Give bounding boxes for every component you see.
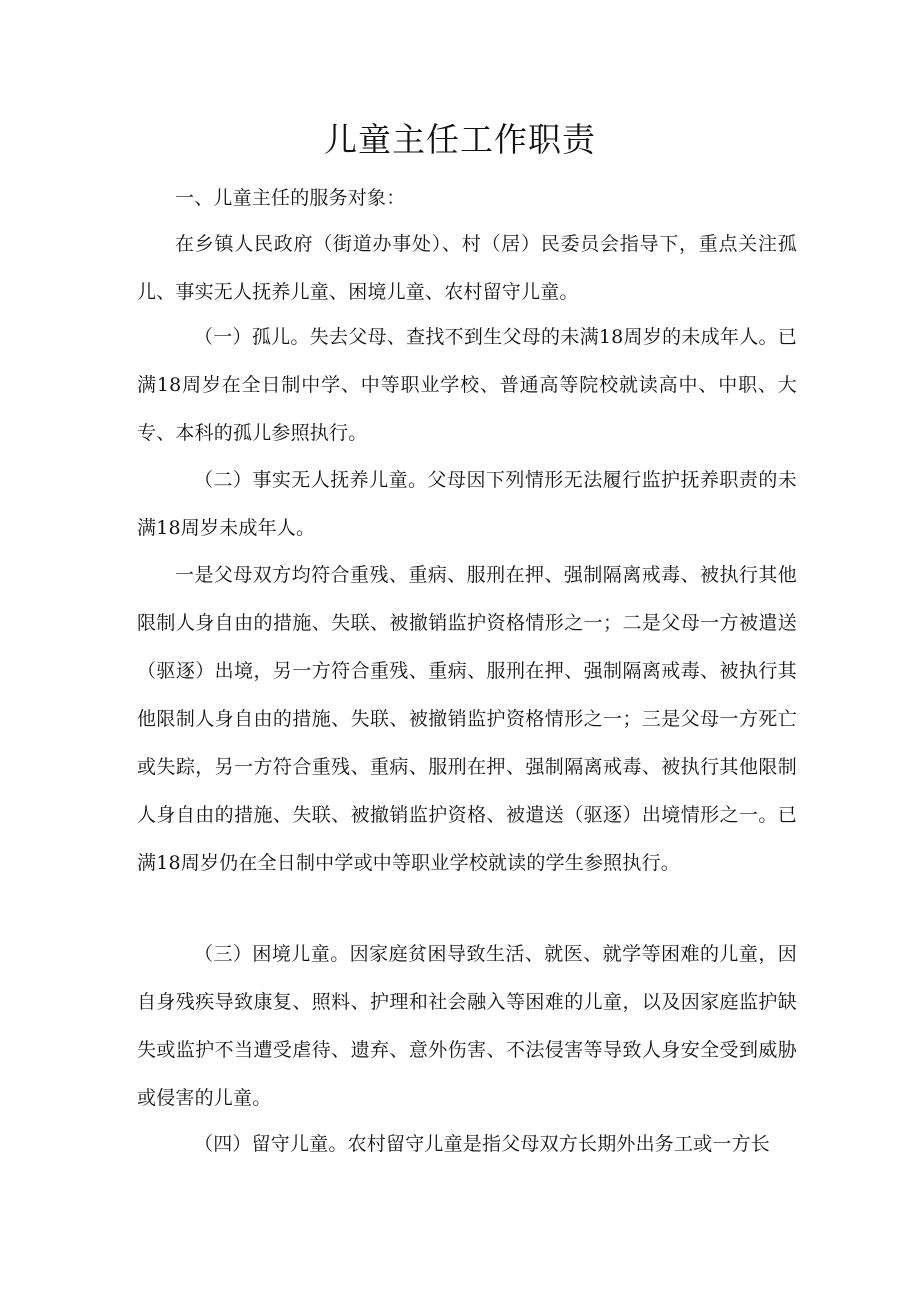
paragraph-orphans: （一）孤儿。失去父母、查找不到生父母的未满18周岁的未成年人。已满18周岁在全日制中学、中等职业学校、普通高等院校就读高中、中职、大专、本科的孤儿参照执行。	[137, 326, 797, 444]
paragraph-children-in-difficulty: （三）困境儿童。因家庭贫困导致生活、就医、就学等困难的儿童，因自身残疾导致康复、照料、护理和社会融入等困难的儿童，以及因家庭监护缺失或监护不当遭受虐待、遗弃、意外伤害、不法侵害等导致人身安全受到威胁或侵害的儿童。	[137, 943, 797, 1109]
paragraph-intro: 在乡镇人民政府（街道办事处）、村（居）民委员会指导下，重点关注孤儿、事实无人抚养儿童、困境儿童、农村留守儿童。	[137, 233, 797, 303]
paragraph-unsupported-conditions: 一是父母双方均符合重残、重病、服刑在押、强制隔离戒毒、被执行其他限制人身自由的措施、失联、被撤销监护资格情形之一；二是父母一方被遣送（驱逐）出境，另一方符合重残、重病、服刑在押、强制隔离戒毒、被执行其他限制人身自由的措施、失联、被撤销监护资格情形之一；三是父母一方死亡或失踪，另一方符合重残、重病、服刑在押、强制隔离戒毒、被执行其他限制人身自由的措施、失联、被撤销监护资格、被遣送（驱逐）出境情形之一。已满18周岁仍在全日制中学或中等职业学校就读的学生参照执行。	[137, 564, 797, 874]
paragraph-unsupported-children: （二）事实无人抚养儿童。父母因下列情形无法履行监护抚养职责的未满18周岁未成年人。	[137, 469, 797, 539]
paragraph-left-behind-children: （四）留守儿童。农村留守儿童是指父母双方长期外出务工或一方长	[194, 1133, 771, 1155]
paragraph-section-heading: 一、儿童主任的服务对象：	[175, 187, 406, 209]
document-title: 儿童主任工作职责	[324, 120, 596, 159]
